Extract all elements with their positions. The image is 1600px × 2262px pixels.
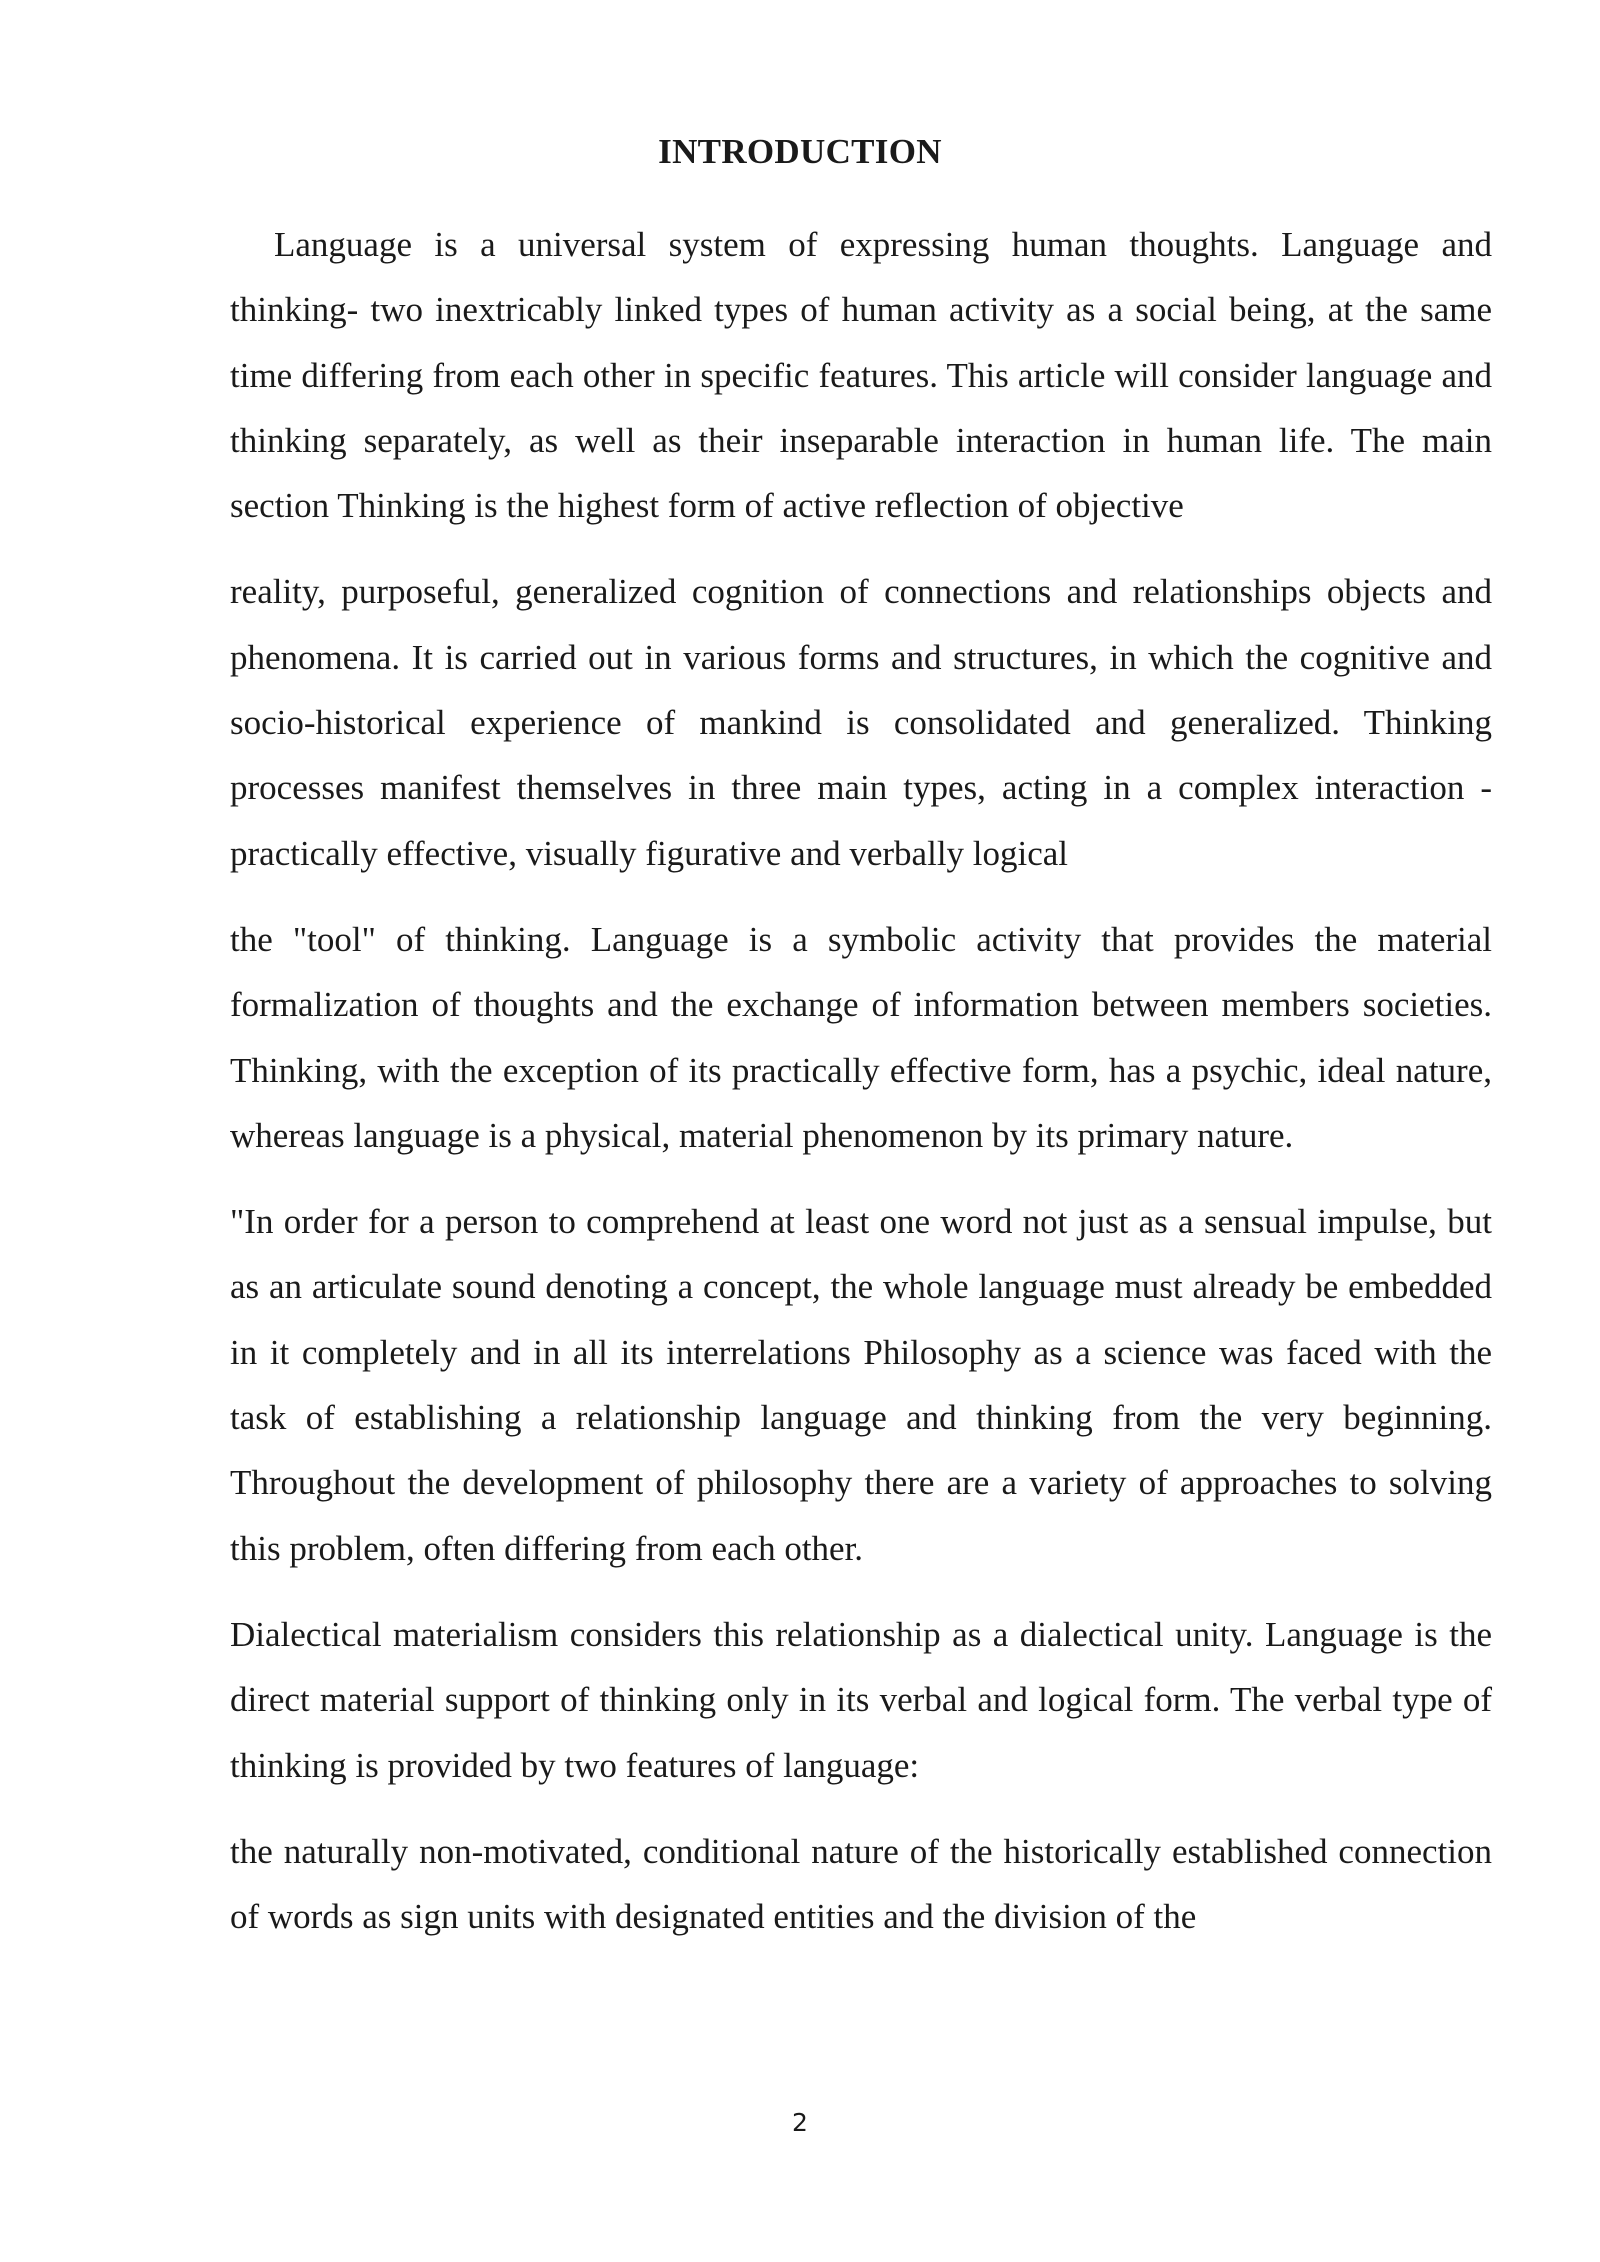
paragraph-5: Dialectical materialism considers this relationship as a dialectical unity. Language is the direct material support of thinking only in its verbal and logical form. The verbal type of thinking is provided by two features of language: bbox=[230, 1614, 1492, 1785]
page-number: 2 bbox=[792, 2108, 808, 2137]
paragraph-1: Language is a universal system of expressing human thoughts. Language and thinking- two inextricably linked types of human activity as a social being, at the same time differing from each other in specific features. This article will consider language and thinking separately, as well as their inseparable interaction in human life. The main section Thinking is the highest form of active reflection of objective bbox=[230, 225, 1492, 526]
paragraph-6: the naturally non-motivated, conditional nature of the historically established connection of words as sign units with designated entities and the division of the bbox=[230, 1831, 1492, 1937]
paragraph-2: reality, purposeful, generalized cognition of connections and relationships objects and phenomena. It is carried out in various forms and structures, in which the cognitive and socio-historical experience of mankind is consolidated and generalized. Thinking processes manifest themselves in three main types, acting in a complex interaction - practically effective, visually figurative and verbally logical bbox=[230, 572, 1492, 873]
paragraph-3: the "tool" of thinking. Language is a symbolic activity that provides the material formalization of thoughts and the exchange of information between members societies. Thinking, with the exception of its practically effective form, has a psychic, ideal nature, whereas language is a physical, material phenomenon by its primary nature. bbox=[230, 919, 1492, 1155]
paragraph-4: "In order for a person to comprehend at least one word not just as a sensual impulse, but as an articulate sound denoting a concept, the whole language must already be embedded in it completely and in all its interrelations Philosophy as a science was faced with the task of establishing a relationship language and thinking from the very beginning. Throughout the development of philosophy there are a variety of approaches to solving this problem, often differing from each other. bbox=[230, 1202, 1492, 1568]
body-text bbox=[230, 212, 1492, 1949]
page-title: INTRODUCTION bbox=[658, 132, 942, 171]
